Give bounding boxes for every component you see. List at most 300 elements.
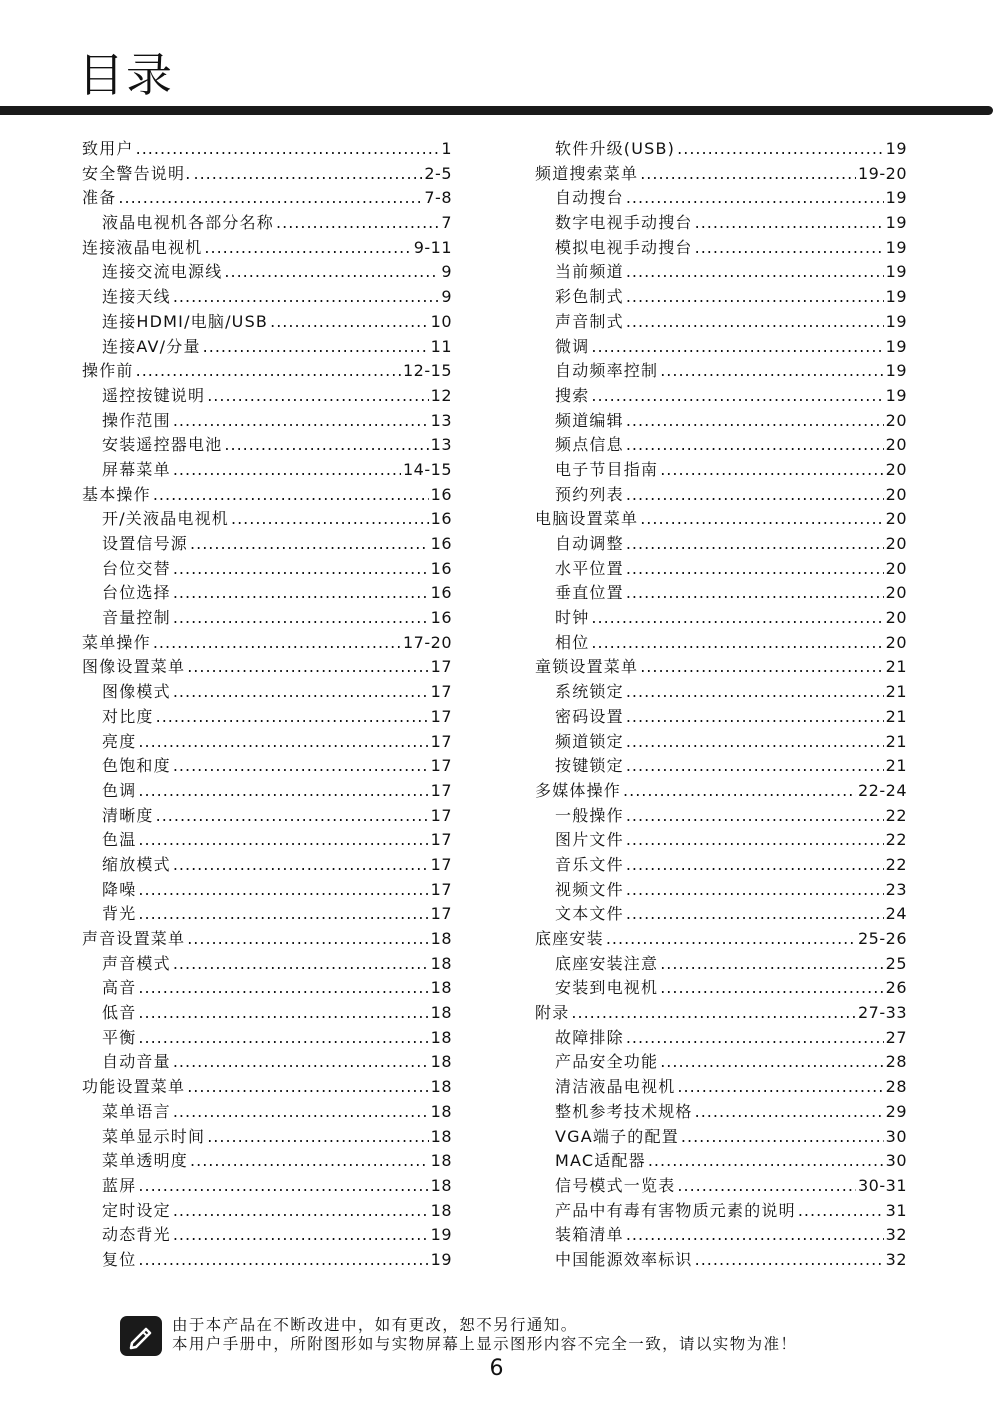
dot-leader <box>187 1075 428 1100</box>
toc-entry-page: 18 <box>430 1175 452 1195</box>
toc-entry-label: 液晶电视机各部分名称 <box>102 213 275 233</box>
dot-leader <box>591 384 883 409</box>
dot-leader <box>156 705 429 730</box>
dot-leader <box>138 976 428 1001</box>
dot-leader <box>118 186 422 211</box>
toc-entry-label: 自动频率控制 <box>555 361 659 381</box>
toc-entry-page: 18 <box>430 1077 452 1097</box>
toc-entry-label: 色调 <box>102 780 137 800</box>
toc-entry <box>82 1223 452 1248</box>
toc-entry-label: 自动调整 <box>555 534 624 553</box>
toc-entry <box>535 952 907 977</box>
toc-entry-page: 32 <box>885 1225 907 1245</box>
toc-entry-label: 产品安全功能 <box>555 1052 659 1072</box>
toc-entry-label: 一般操作 <box>555 805 624 825</box>
toc-entry-page: 9 <box>441 287 452 307</box>
toc-entry-page: 18 <box>430 1052 452 1072</box>
toc-entry-label: 遥控按键说明 <box>102 385 206 405</box>
dot-leader <box>798 1199 884 1224</box>
toc-entry-page: 30 <box>885 1126 907 1146</box>
toc-entry-page: 9-11 <box>413 237 452 257</box>
toc-entry-page: 16 <box>430 583 452 603</box>
toc-entry-label: 图像设置菜单 <box>82 657 186 677</box>
dot-leader <box>677 1174 856 1199</box>
dot-leader <box>136 359 401 384</box>
dot-leader <box>270 310 429 335</box>
toc-entry-page: 11 <box>430 336 452 356</box>
toc-entry <box>535 1199 907 1224</box>
toc-entry <box>82 1050 452 1075</box>
toc-entry-label: 按键锁定 <box>555 756 624 776</box>
toc-entry-label: 缩放模式 <box>102 854 171 874</box>
dot-leader <box>187 655 428 680</box>
toc-entry-label: 屏幕菜单 <box>102 459 171 479</box>
dot-leader <box>626 409 884 434</box>
toc-entry <box>82 828 452 853</box>
page-number: 6 <box>489 1356 504 1381</box>
toc-entry <box>82 310 452 335</box>
dot-leader <box>187 927 428 952</box>
toc-entry-page: 19-20 <box>858 163 907 183</box>
toc-entry-page: 20 <box>885 459 907 479</box>
toc-entry-label: 准备 <box>82 188 117 208</box>
toc-entry-page: 20 <box>885 608 907 628</box>
toc-entry-page: 10 <box>430 311 452 331</box>
dot-leader <box>173 409 429 434</box>
toc-entry-label: 系统锁定 <box>555 682 624 702</box>
toc-entry-page: 16 <box>430 534 452 553</box>
toc-entry-label: 开/关液晶电视机 <box>102 509 229 529</box>
toc-entry-label: 低音 <box>102 1003 137 1023</box>
toc-entry-page: 17 <box>430 731 452 751</box>
toc-entry-label: 软件升级(USB) <box>555 139 676 158</box>
toc-entry-page: 17 <box>430 879 452 899</box>
toc-entry <box>82 1100 452 1125</box>
dot-leader <box>623 779 856 804</box>
toc-entry-page: 16 <box>430 558 452 578</box>
dot-leader <box>591 335 883 360</box>
toc-entry <box>535 1174 907 1199</box>
toc-entry-label: 对比度 <box>102 706 154 726</box>
toc-left-column <box>82 137 452 1273</box>
toc-entry-page: 17 <box>430 830 452 850</box>
dot-leader <box>660 976 883 1001</box>
title-divider <box>0 106 993 115</box>
toc-entry <box>535 655 907 680</box>
dot-leader <box>677 137 884 162</box>
toc-entry <box>535 779 907 804</box>
dot-leader <box>224 260 439 285</box>
toc-entry <box>535 853 907 878</box>
dot-leader <box>571 1001 856 1026</box>
toc-entry <box>535 1248 907 1273</box>
toc-entry-label: 台位选择 <box>102 583 171 603</box>
toc-entry <box>82 384 452 409</box>
dot-leader <box>626 902 884 927</box>
toc-entry-label: 频点信息 <box>555 435 624 455</box>
toc-entry-page: 9 <box>441 262 452 282</box>
dot-leader <box>207 1125 428 1150</box>
dot-leader <box>626 680 884 705</box>
toc-entry <box>82 1149 452 1174</box>
toc-entry-page: 18 <box>430 1200 452 1220</box>
toc-entry <box>82 804 452 829</box>
dot-leader <box>695 1100 884 1125</box>
toc-entry-page: 17 <box>430 780 452 800</box>
toc-entry <box>535 260 907 285</box>
dot-leader <box>190 1149 429 1174</box>
dot-leader <box>173 1223 429 1248</box>
toc-entry-page: 21 <box>885 731 907 751</box>
toc-entry-page: 16 <box>430 484 452 504</box>
dot-leader <box>626 1026 884 1051</box>
dot-leader <box>626 730 884 755</box>
dot-leader <box>681 1125 884 1150</box>
dot-leader <box>138 1248 428 1273</box>
toc-entry-page: 17 <box>430 706 452 726</box>
toc-entry-label: 背光 <box>102 904 137 924</box>
toc-entry-label: 故障排除 <box>555 1027 624 1047</box>
toc-entry-label: 连接天线 <box>102 287 171 307</box>
toc-entry <box>82 1026 452 1051</box>
dot-leader <box>138 828 428 853</box>
toc-entry <box>82 902 452 927</box>
dot-leader <box>190 532 429 557</box>
toc-entry <box>82 211 452 236</box>
toc-entry-label: 自动搜台 <box>555 188 624 208</box>
page-title: 目录 <box>78 48 174 102</box>
toc-entry-label: 整机参考技术规格 <box>555 1101 693 1121</box>
toc-entry-page: 7-8 <box>424 188 452 208</box>
toc-entry <box>535 483 907 508</box>
dot-leader <box>173 581 429 606</box>
toc-entry-page: 19 <box>885 237 907 257</box>
toc-entry <box>82 952 452 977</box>
toc-entry-page: 31 <box>885 1200 907 1220</box>
dot-leader <box>138 902 428 927</box>
toc-entry <box>535 433 907 458</box>
toc-entry-page: 18 <box>430 1027 452 1047</box>
toc-entry-label: 多媒体操作 <box>535 780 622 800</box>
toc-entry-label: 清洁液晶电视机 <box>555 1077 676 1097</box>
toc-entry-page: 24 <box>885 904 907 924</box>
toc-entry-page: 22 <box>885 805 907 825</box>
toc-entry-label: 水平位置 <box>555 558 624 578</box>
notice-line-2: 本用户手册中，所附图形如与实物屏幕上显示图形内容不完全一致，请以实物为准！ <box>172 1335 798 1353</box>
pencil-note-icon <box>120 1316 162 1356</box>
dot-leader <box>207 384 428 409</box>
dot-leader <box>224 433 428 458</box>
toc-entry <box>535 335 907 360</box>
toc-entry-label: 清晰度 <box>102 805 154 825</box>
toc-entry-page: 21 <box>885 682 907 702</box>
dot-leader <box>626 828 884 853</box>
toc-entry-page: 25-26 <box>858 929 907 948</box>
toc-entry-label: 数字电视手动搜台 <box>555 213 693 233</box>
dot-leader <box>626 557 884 582</box>
toc-entry-page: 18 <box>430 978 452 998</box>
toc-entry-label: 安全警告说明. <box>82 163 192 183</box>
toc-entry-label: 色温 <box>102 830 137 850</box>
dot-leader <box>231 507 429 532</box>
dot-leader <box>173 1199 429 1224</box>
toc-entry-label: 定时设定 <box>102 1200 171 1220</box>
toc-entry-label: 设置信号源 <box>102 534 189 553</box>
toc-entry-page: 19 <box>885 188 907 208</box>
toc-entry-label: 声音制式 <box>555 311 624 331</box>
toc-entry-label: 附录 <box>535 1003 570 1023</box>
toc-entry-label: 文本文件 <box>555 904 624 924</box>
toc-entry-label: 频道编辑 <box>555 410 624 430</box>
toc-entry-page: 19 <box>885 213 907 233</box>
dot-leader <box>660 458 883 483</box>
toc-entry <box>82 976 452 1001</box>
dot-leader <box>640 162 856 187</box>
toc-entry <box>82 680 452 705</box>
toc-entry <box>82 236 452 261</box>
toc-entry-label: 微调 <box>555 336 590 356</box>
toc-entry-label: 底座安装注意 <box>555 953 659 973</box>
toc-entry-page: 23 <box>885 879 907 899</box>
toc-entry <box>82 853 452 878</box>
toc-entry-label: 中国能源效率标识 <box>555 1249 693 1269</box>
dot-leader <box>626 1223 884 1248</box>
toc-entry-page: 14-15 <box>403 459 452 479</box>
toc-entry <box>82 1075 452 1100</box>
dot-leader <box>173 458 401 483</box>
toc-entry <box>535 186 907 211</box>
toc-entry <box>82 285 452 310</box>
toc-entry-label: 装箱清单 <box>555 1225 624 1245</box>
toc-entry-label: 蓝屏 <box>102 1175 137 1195</box>
toc-entry-label: 安装遥控器电池 <box>102 435 223 455</box>
dot-leader <box>173 1050 429 1075</box>
dot-leader <box>153 483 429 508</box>
toc-entry-label: 操作前 <box>82 361 134 381</box>
dot-leader <box>626 705 884 730</box>
toc-entry <box>535 1026 907 1051</box>
toc-entry-label: 预约列表 <box>555 484 624 504</box>
toc-entry <box>82 433 452 458</box>
toc-entry-page: 21 <box>885 756 907 776</box>
toc-entry-label: 当前频道 <box>555 262 624 282</box>
toc-entry-label: 音乐文件 <box>555 854 624 874</box>
toc-entry-label: 声音设置菜单 <box>82 929 186 948</box>
toc-entry-label: 自动音量 <box>102 1052 171 1072</box>
toc-entry-label: 平衡 <box>102 1027 137 1047</box>
toc-entry <box>82 655 452 680</box>
toc-entry <box>535 532 907 557</box>
toc-entry <box>82 754 452 779</box>
toc-entry-label: 菜单操作 <box>82 632 151 652</box>
toc-entry-label: 图像模式 <box>102 682 171 702</box>
notice <box>120 1316 797 1356</box>
toc-entry-page: 30-31 <box>858 1175 907 1195</box>
toc-entry <box>535 458 907 483</box>
toc-entry-label: 搜索 <box>555 385 590 405</box>
toc-entry-page: 16 <box>430 608 452 628</box>
toc-entry-label: VGA端子的配置 <box>555 1126 679 1146</box>
dot-leader <box>626 186 884 211</box>
toc-entry-page: 19 <box>885 262 907 282</box>
toc-right-column <box>535 137 907 1273</box>
toc-entry-label: 连接液晶电视机 <box>82 237 203 257</box>
toc-entry-label: 操作范围 <box>102 410 171 430</box>
toc-entry <box>82 557 452 582</box>
toc-entry-page: 20 <box>885 484 907 504</box>
toc-entry-label: 动态背光 <box>102 1225 171 1245</box>
toc-entry <box>82 581 452 606</box>
toc-entry <box>535 211 907 236</box>
toc-entry <box>535 581 907 606</box>
toc-entry <box>82 878 452 903</box>
dot-leader <box>173 1100 429 1125</box>
toc-entry <box>535 754 907 779</box>
toc-entry-page: 13 <box>430 410 452 430</box>
dot-leader <box>677 1075 883 1100</box>
dot-leader <box>136 137 440 162</box>
dot-leader <box>138 730 428 755</box>
toc-entry-page: 17-20 <box>403 632 452 652</box>
dot-leader <box>640 507 883 532</box>
toc-entry-page: 28 <box>885 1077 907 1097</box>
toc-entry-page: 26 <box>885 978 907 998</box>
dot-leader <box>626 433 884 458</box>
toc-entry-label: 频道锁定 <box>555 731 624 751</box>
toc-entry <box>535 680 907 705</box>
toc-entry <box>82 606 452 631</box>
toc-entry-label: 电子节目指南 <box>555 459 659 479</box>
dot-leader <box>626 483 884 508</box>
toc-entry-page: 20 <box>885 435 907 455</box>
dot-leader <box>138 1026 428 1051</box>
toc-entry-page: 30 <box>885 1151 907 1171</box>
dot-leader <box>626 310 884 335</box>
toc-entry <box>535 137 907 162</box>
toc-entry <box>535 804 907 829</box>
toc-entry <box>82 458 452 483</box>
toc-entry <box>535 828 907 853</box>
toc-entry <box>535 631 907 656</box>
dot-leader <box>153 631 401 656</box>
toc-entry-label: 相位 <box>555 632 590 652</box>
toc-entry-label: 菜单透明度 <box>102 1151 189 1171</box>
dot-leader <box>591 606 883 631</box>
toc-entry-label: 降噪 <box>102 879 137 899</box>
toc-entry-label: 功能设置菜单 <box>82 1077 186 1097</box>
dot-leader <box>695 236 884 261</box>
toc-entry-label: 安装到电视机 <box>555 978 659 998</box>
toc-entry-label: 音量控制 <box>102 608 171 628</box>
dot-leader <box>156 804 429 829</box>
dot-leader <box>640 655 883 680</box>
toc-entry-page: 12 <box>430 385 452 405</box>
toc-entry <box>535 285 907 310</box>
toc-entry <box>82 705 452 730</box>
toc-entry-page: 17 <box>430 682 452 702</box>
dot-leader <box>138 779 428 804</box>
toc-entry <box>82 359 452 384</box>
toc-entry <box>535 1075 907 1100</box>
toc-entry <box>535 409 907 434</box>
toc-entry <box>535 359 907 384</box>
dot-leader <box>194 162 423 187</box>
toc-entry-label: 底座安装 <box>535 929 604 948</box>
toc-entry-label: 亮度 <box>102 731 137 751</box>
toc-entry <box>535 162 907 187</box>
toc-entry-page: 19 <box>885 139 907 158</box>
dot-leader <box>660 952 883 977</box>
dot-leader <box>138 1001 428 1026</box>
toc-entry <box>535 236 907 261</box>
dot-leader <box>204 236 411 261</box>
toc-entry <box>82 335 452 360</box>
toc-entry-page: 25 <box>885 953 907 973</box>
dot-leader <box>626 581 884 606</box>
toc-entry <box>82 1199 452 1224</box>
toc-entry <box>535 705 907 730</box>
toc-entry-page: 17 <box>430 904 452 924</box>
toc-entry-page: 29 <box>885 1101 907 1121</box>
toc-entry-page: 28 <box>885 1052 907 1072</box>
toc-entry-page: 7 <box>441 213 452 233</box>
dot-leader <box>626 878 884 903</box>
dot-leader <box>173 285 440 310</box>
dot-leader <box>173 754 429 779</box>
toc-entry <box>82 532 452 557</box>
toc-entry-label: 童锁设置菜单 <box>535 657 639 677</box>
toc-entry-page: 20 <box>885 534 907 553</box>
toc-entry <box>535 507 907 532</box>
notice-line-1: 由于本产品在不断改进中，如有更改，恕不另行通知。 <box>172 1316 578 1334</box>
toc-entry <box>82 1125 452 1150</box>
toc-entry-label: 垂直位置 <box>555 583 624 603</box>
toc-entry <box>535 878 907 903</box>
toc-entry-page: 19 <box>885 336 907 356</box>
dot-leader <box>173 680 429 705</box>
dot-leader <box>660 1050 883 1075</box>
dot-leader <box>695 211 884 236</box>
dot-leader <box>591 631 883 656</box>
toc-entry-page: 1 <box>441 139 452 158</box>
toc-entry-label: 菜单语言 <box>102 1101 171 1121</box>
toc-entry-label: 连接交流电源线 <box>102 262 223 282</box>
dot-leader <box>138 878 428 903</box>
toc-entry-label: 连接HDMI/电脑/USB <box>102 311 269 331</box>
toc-entry-page: 16 <box>430 509 452 529</box>
toc-entry-label: 时钟 <box>555 608 590 628</box>
toc-entry-page: 19 <box>885 287 907 307</box>
toc-entry <box>535 1100 907 1125</box>
toc-entry <box>82 730 452 755</box>
toc-entry <box>535 310 907 335</box>
toc-entry <box>535 1149 907 1174</box>
toc-entry-page: 20 <box>885 509 907 529</box>
toc-entry-page: 21 <box>885 706 907 726</box>
toc-entry <box>535 1125 907 1150</box>
dot-leader <box>173 853 429 878</box>
toc-entry <box>82 162 452 187</box>
toc-entry-page: 18 <box>430 1003 452 1023</box>
toc-entry-page: 20 <box>885 583 907 603</box>
toc-entry-label: 台位交替 <box>102 558 171 578</box>
toc-entry-page: 18 <box>430 953 452 973</box>
dot-leader <box>276 211 439 236</box>
toc-entry-label: 彩色制式 <box>555 287 624 307</box>
toc-entry-page: 17 <box>430 805 452 825</box>
toc-entry-page: 17 <box>430 756 452 776</box>
toc-entry-label: 菜单显示时间 <box>102 1126 206 1146</box>
